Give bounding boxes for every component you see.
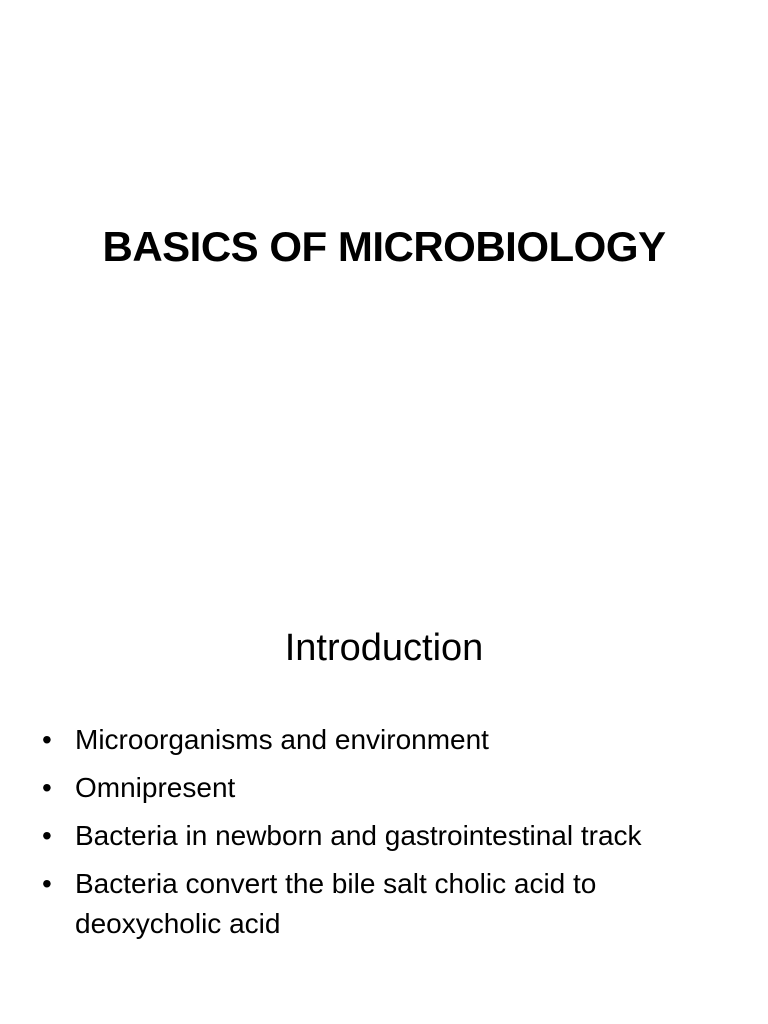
slide-title: BASICS OF MICROBIOLOGY: [102, 223, 666, 270]
bullet-text: Bacteria convert the bile salt cholic acid to deoxycholic acid: [75, 868, 597, 939]
bullet-icon: •: [42, 772, 52, 803]
bullet-item: [42, 768, 732, 808]
section-title: Introduction: [284, 627, 484, 669]
bullet-text: Microorganisms and environment: [75, 724, 489, 755]
bullet-icon: •: [42, 724, 52, 755]
introduction-slide: [0, 512, 768, 1024]
bullet-icon: •: [42, 820, 52, 851]
bullet-text: Bacteria in newborn and gastrointestinal track: [75, 820, 642, 851]
bullet-item: [42, 720, 732, 760]
bullet-item: [42, 816, 732, 856]
bullet-text: Omnipresent: [75, 772, 236, 803]
bullet-icon: •: [42, 868, 52, 899]
bullet-item: [42, 864, 732, 944]
bullet-list: [42, 720, 732, 952]
